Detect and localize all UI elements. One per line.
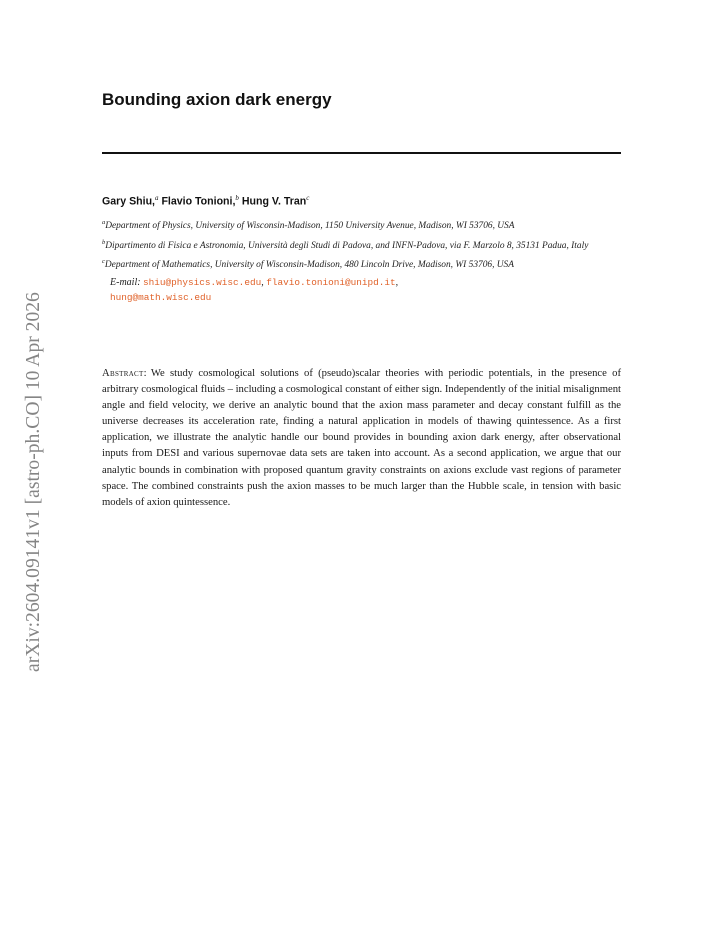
email-label: E-mail: <box>110 277 141 289</box>
arxiv-identifier-stamp: arXiv:2604.09141v1 [astro-ph.CO] 10 Apr 2026 <box>23 292 44 672</box>
paper-title: Bounding axion dark energy <box>102 90 332 109</box>
affiliation <box>102 216 622 233</box>
affiliation-mark: a <box>102 219 106 226</box>
abstract-text: We study cosmological solutions of (pseudo)scalar theories with periodic potentials, in the presence of arbitrary cosmological fluids – including a cosmological constant of either sign. Independently of the initial misalignment angle and field velocity, we derive an analytic bound that the axion mass parameter and decay constant fulfill as the universe decreases its acceleration rate, finding a natural application in models of thawing quintessence. As a first application, we illustrate the analytic handle our bound provides in bounding axion dark energy, after observational inputs from DESI and various supernovae data sets are taken into account. As a second application, we argue that our analytic bounds in combination with proposed quantum gravity constraints on axions exclude vast regions of parameter space. The combined constraints push the axion masses to be much larger than the Hubble scale, in tension with basic models of axion quintessence. <box>102 368 621 508</box>
affiliation-text: Department of Mathematics, University of Wisconsin-Madison, 480 Lincoln Drive, Madison, WI 53706, USA <box>104 260 514 271</box>
author-name: Gary Shiu, <box>102 195 155 208</box>
author-affiliation-mark: b <box>235 194 239 202</box>
affiliation-mark: c <box>102 258 105 266</box>
affiliation-text: Dipartimento di Fisica e Astronomia, Università degli Studi di Padova, and INFN-Padova, via F. Marzolo 8, 35131 Padua, Italy <box>105 240 589 251</box>
author-name: Hung V. Tran <box>241 195 307 208</box>
affiliations <box>102 216 622 305</box>
title-rule <box>102 152 621 154</box>
email-separator: , <box>395 277 399 289</box>
email-separator: , <box>261 277 264 289</box>
author-name: Flavio Tonioni, <box>161 195 236 208</box>
email-link[interactable]: flavio.tonioni@unipd.it <box>266 277 396 289</box>
abstract <box>102 366 621 511</box>
email-link[interactable]: shiu@physics.wisc.edu <box>143 277 262 289</box>
affiliation <box>102 255 622 272</box>
affiliation-text: Department of Physics, University of Wisconsin-Madison, 1150 University Avenue, Madison, WI 53706, USA <box>105 221 515 232</box>
author-affiliation-mark: c <box>306 194 310 202</box>
affiliation-mark: b <box>102 238 106 246</box>
author-list <box>102 194 622 208</box>
author-affiliation-mark: a <box>154 194 159 202</box>
abstract-heading: Abstract: <box>102 368 147 379</box>
email-link[interactable]: hung@math.wisc.edu <box>110 292 212 304</box>
email-block <box>102 275 622 305</box>
affiliation <box>102 236 622 253</box>
